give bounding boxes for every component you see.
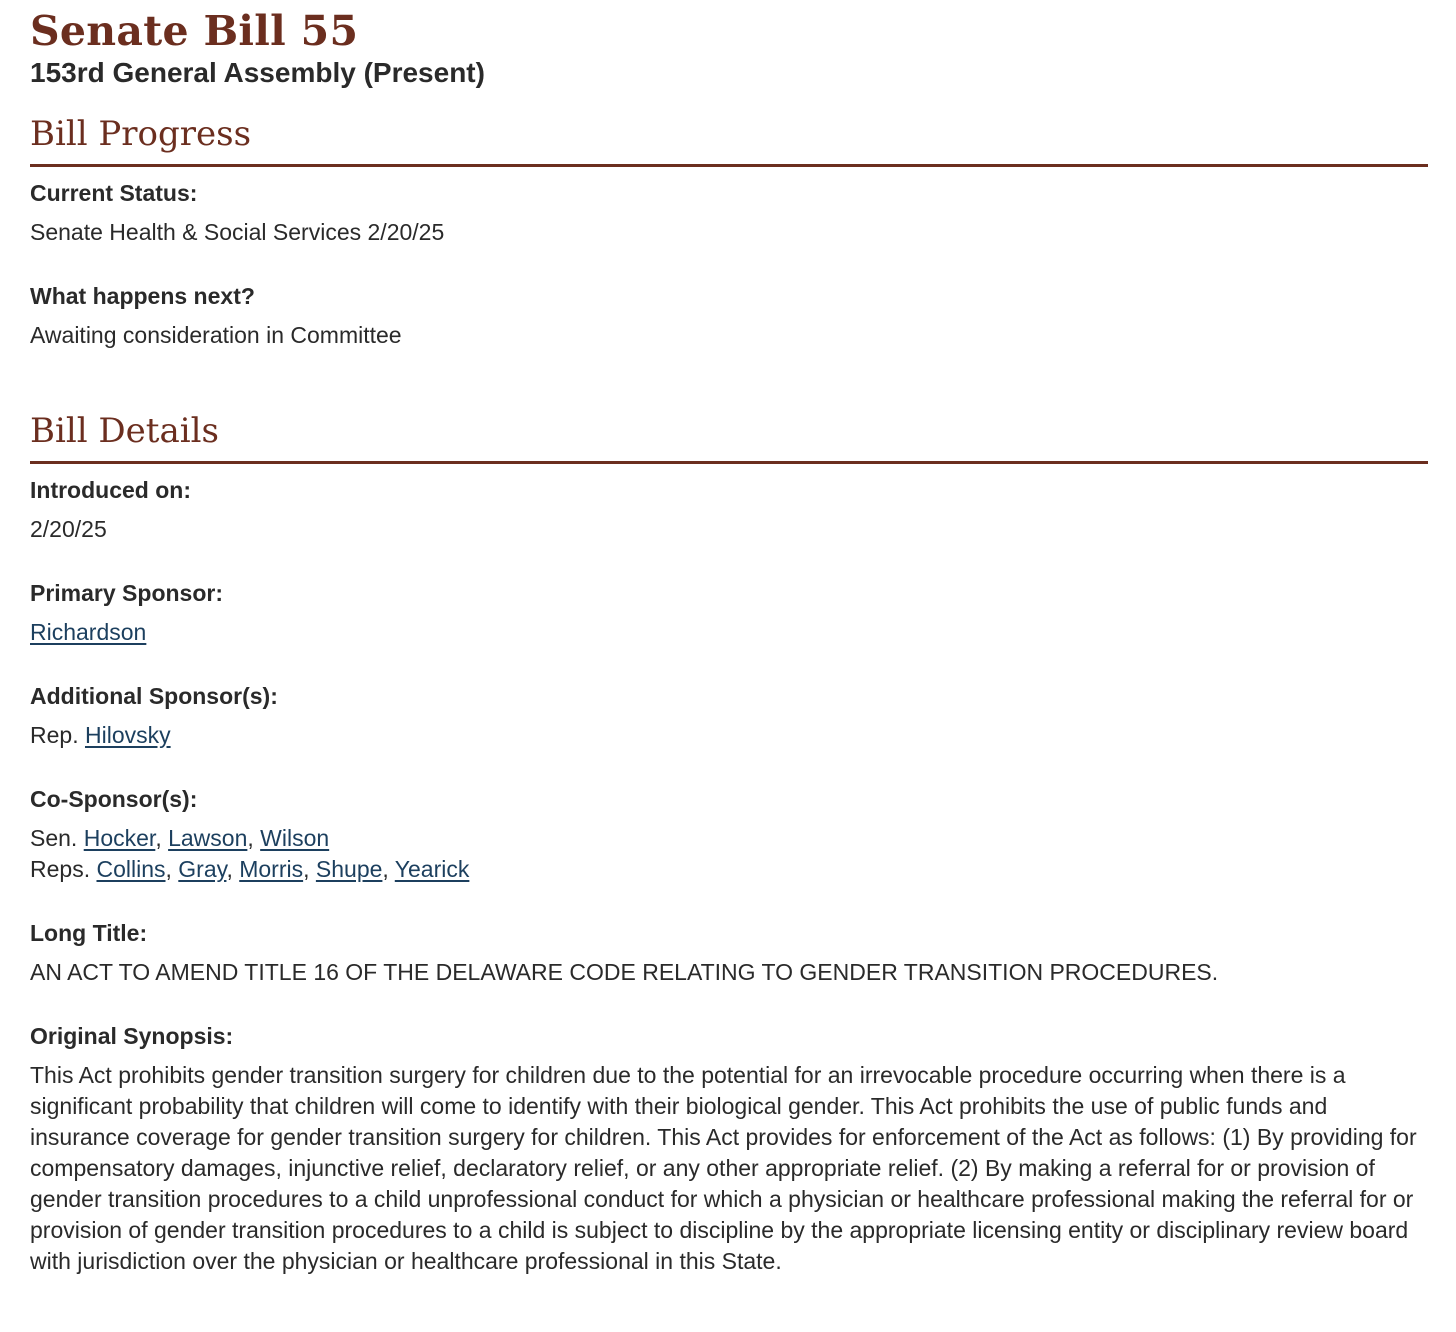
next-step-field xyxy=(30,282,1428,351)
synopsis-text: This Act prohibits gender transition surgery for children due to the potential for an irrevocable procedure occurring when there is a significant probability that children will come to identify with their biological gender. This Act prohibits the use of public funds and insurance coverage for gender transition surgery for children. This Act provides for enforcement of the Act as follows: (1) By providing for compensatory damages, injunctive relief, declaratory relief, or any other appropriate relief. (2) By making a referral for or provision of gender transition procedures to a child unprofessional conduct for which a physician or healthcare professional making the referral for or provision of gender transition procedures to a child is subject to discipline by the appropriate licensing entity or disciplinary review board with jurisdiction over the physician or healthcare professional in this State. xyxy=(30,1062,1417,1274)
bill-page xyxy=(30,0,1428,1277)
additional-sponsor-field xyxy=(30,682,1428,751)
synopsis-field xyxy=(30,1022,1428,1277)
next-step-label: What happens next? xyxy=(30,283,255,309)
cosponsor-link-wilson[interactable]: Wilson xyxy=(260,825,330,851)
cosponsor-link-hocker[interactable]: Hocker xyxy=(83,825,156,851)
additional-sponsor-link[interactable]: Hilovsky xyxy=(84,722,171,748)
bill-title: Senate Bill 55 xyxy=(30,7,359,55)
introduced-value: 2/20/25 xyxy=(30,516,107,542)
primary-sponsor-link[interactable]: Richardson xyxy=(30,619,147,645)
cosponsor-link-collins[interactable]: Collins xyxy=(96,856,166,882)
cosponsors-field xyxy=(30,785,1428,885)
cosponsor-link-gray[interactable]: Gray xyxy=(178,856,227,882)
cosponsor-link-morris[interactable]: Morris xyxy=(239,856,304,882)
synopsis-label: Original Synopsis: xyxy=(30,1023,234,1049)
current-status-value: Senate Health & Social Services 2/20/25 xyxy=(30,219,445,245)
introduced-label: Introduced on: xyxy=(30,477,191,503)
primary-sponsor-value xyxy=(30,617,1428,648)
rep-cosponsors-line: Reps. Collins, Gray, Morris, Shupe, Yearick xyxy=(30,856,470,882)
next-step-value: Awaiting consideration in Committee xyxy=(30,322,402,348)
current-status-field xyxy=(30,179,1428,248)
additional-sponsor-label: Additional Sponsor(s): xyxy=(30,683,278,709)
cosponsor-link-yearick[interactable]: Yearick xyxy=(394,856,470,882)
cosponsors-label: Co-Sponsor(s): xyxy=(30,786,198,812)
long-title-label: Long Title: xyxy=(30,920,148,946)
assembly-subtitle: 153rd General Assembly (Present) xyxy=(30,57,485,88)
bill-details-heading: Bill Details xyxy=(30,411,1428,464)
introduced-field xyxy=(30,476,1428,545)
additional-sponsor-prefix: Rep. xyxy=(30,722,79,748)
reps-prefix: Reps. xyxy=(30,856,91,882)
long-title-value: AN ACT TO AMEND TITLE 16 OF THE DELAWARE CODE RELATING TO GENDER TRANSITION PROCEDURES. xyxy=(30,959,1219,985)
bill-progress-heading: Bill Progress xyxy=(30,114,1428,167)
senator-cosponsors-line: Sen. Hocker, Lawson, Wilson xyxy=(30,825,330,851)
cosponsor-link-shupe[interactable]: Shupe xyxy=(315,856,383,882)
long-title-field xyxy=(30,919,1428,988)
additional-sponsor-value xyxy=(30,720,1428,751)
cosponsors-value xyxy=(30,823,1428,885)
cosponsor-link-lawson[interactable]: Lawson xyxy=(168,825,248,851)
primary-sponsor-label: Primary Sponsor: xyxy=(30,580,223,606)
senators-prefix: Sen. xyxy=(30,825,78,851)
primary-sponsor-field xyxy=(30,579,1428,648)
current-status-label: Current Status: xyxy=(30,180,198,206)
